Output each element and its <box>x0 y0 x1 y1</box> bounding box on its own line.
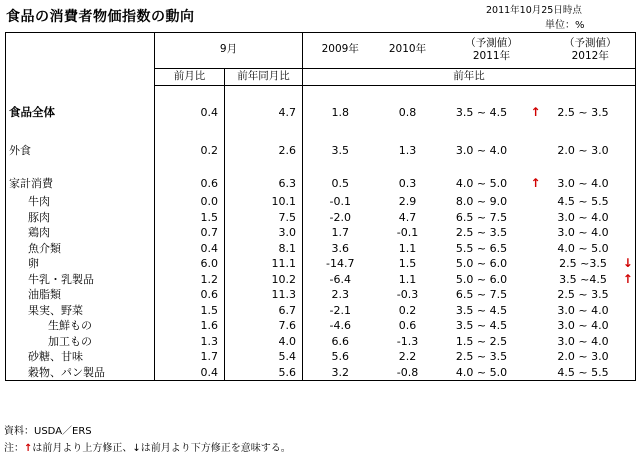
cell-2010: 2.9 <box>398 195 417 209</box>
header-2011-forecast-line1: （予測値） <box>465 37 518 49</box>
row-label: 家計消費 <box>6 161 155 194</box>
header-mom: 前月比 <box>155 69 225 86</box>
cell-2009: -14.7 <box>326 257 355 271</box>
cell-mom: 0.2 <box>155 123 225 161</box>
cell-2009: 1.7 <box>331 226 349 240</box>
cell-2009: 5.6 <box>331 350 349 364</box>
revision-arrow-2012-icon <box>621 318 636 334</box>
cell-mom: 1.5 <box>155 303 225 319</box>
revision-arrow-2011-icon <box>526 241 546 257</box>
revision-arrow-2011-icon <box>526 225 546 241</box>
cell-2011-forecast: 5.5 ~ 6.5 <box>455 241 508 255</box>
cell-mom: 0.0 <box>155 194 225 210</box>
cell-yoy: 7.6 <box>225 318 303 334</box>
footnote <box>4 439 291 454</box>
table-row-poultry <box>6 225 636 241</box>
cell-2009: 3.2 <box>303 365 378 381</box>
cell-2012-forecast: 4.0 ~ 5.0 <box>557 241 609 255</box>
table-row-eggs <box>6 256 636 272</box>
row-label: 穀物、パン製品 <box>6 365 155 381</box>
cell-2012-forecast: 3.0 ~ 4.0 <box>557 319 609 333</box>
revision-arrow-2011-icon <box>526 272 546 288</box>
table-row-all-food <box>6 85 636 123</box>
revision-arrow-2012-icon: ↓ <box>621 256 636 272</box>
row-label: 魚介類 <box>6 241 155 257</box>
revision-arrow-2012-icon <box>621 349 636 365</box>
row-label: 生鮮もの <box>6 318 155 334</box>
cell-2010: 0.2 <box>398 303 417 317</box>
cell-mom: 6.0 <box>155 256 225 272</box>
header-annual: 前年比 <box>303 69 636 86</box>
cell-2009: 6.6 <box>331 334 349 348</box>
revision-arrow-2012-icon: ↑ <box>621 272 636 288</box>
cell-2009: 1.8 <box>331 106 349 119</box>
table-row-processed <box>6 334 636 350</box>
cell-mom: 1.6 <box>155 318 225 334</box>
cell-2011-forecast: 2.5 ~ 3.5 <box>455 350 508 364</box>
cell-mom: 1.3 <box>155 334 225 350</box>
cell-yoy: 8.1 <box>225 241 303 257</box>
table-row-fresh <box>6 318 636 334</box>
revision-arrow-2012-icon <box>621 287 636 303</box>
row-label: 加工もの <box>6 334 155 350</box>
header-2010: 2010年 <box>378 33 438 69</box>
row-label: 果実、野菜 <box>6 303 155 319</box>
up-arrow-icon: ↑ <box>24 443 33 454</box>
header-2012-forecast <box>546 33 636 69</box>
header-corner <box>6 33 155 86</box>
cell-2010: -0.3 <box>396 288 419 302</box>
table-row-food-at-home <box>6 161 636 194</box>
table-row-cereals-bakery <box>6 365 636 381</box>
cell-2012-forecast: 2.0 ~ 3.0 <box>557 144 609 157</box>
cell-2012-forecast: 2.5 ~3.5 <box>559 257 607 271</box>
cell-2010: 1.5 <box>398 257 417 271</box>
cell-2009: -0.1 <box>329 195 351 209</box>
row-label: 鶏肉 <box>6 225 155 241</box>
revision-arrow-2011-icon <box>526 194 546 210</box>
revision-arrow-2011-icon <box>526 123 546 161</box>
cell-2009: -2.0 <box>329 210 351 224</box>
cell-mom: 1.7 <box>155 349 225 365</box>
cell-yoy: 5.4 <box>225 349 303 365</box>
cell-yoy: 11.1 <box>225 256 303 272</box>
table-row-sugar-sweets <box>6 349 636 365</box>
cell-mom: 1.2 <box>155 272 225 288</box>
cell-2010: 0.8 <box>398 106 417 119</box>
cell-2011-forecast: 3.0 ~ 4.0 <box>455 144 508 157</box>
cell-2012-forecast: 3.0 ~ 4.0 <box>557 334 609 348</box>
table-row-beef <box>6 194 636 210</box>
cell-2011-forecast: 3.5 ~ 4.5 <box>455 303 508 317</box>
cell-2009: -6.4 <box>329 272 351 286</box>
row-label: 豚肉 <box>6 210 155 226</box>
cell-yoy: 4.0 <box>225 334 303 350</box>
cell-yoy: 10.2 <box>225 272 303 288</box>
header-2012-forecast-line2: 2012年 <box>571 50 609 62</box>
cpi-table <box>5 32 636 381</box>
row-label: 牛肉 <box>6 194 155 210</box>
cell-2012-forecast: 3.0 ~ 4.0 <box>557 226 609 240</box>
cell-2012-forecast: 3.5 ~4.5 <box>559 272 607 286</box>
cell-2012-forecast: 3.0 ~ 4.0 <box>557 177 609 190</box>
header-2009: 2009年 <box>303 33 378 69</box>
cell-2010: 0.6 <box>398 319 417 333</box>
revision-arrow-2011-icon: ↑ <box>530 105 541 119</box>
cell-2011-forecast: 3.5 ~ 4.5 <box>455 106 508 119</box>
table-row-pork <box>6 210 636 226</box>
cell-2009: -2.1 <box>329 303 351 317</box>
cell-2012-forecast: 3.0 ~ 4.0 <box>557 303 609 317</box>
revision-arrow-2011-icon <box>526 365 546 381</box>
cell-2011-forecast: 5.0 ~ 6.0 <box>455 257 508 271</box>
footnote-prefix: 注： <box>4 443 24 454</box>
cell-2011-forecast: 4.0 ~ 5.0 <box>438 365 526 381</box>
cell-2012-forecast: 4.5 ~ 5.5 <box>546 365 621 381</box>
revision-arrow-2012-icon <box>621 161 636 194</box>
cell-yoy: 11.3 <box>225 287 303 303</box>
table-row-fats-oils <box>6 287 636 303</box>
cell-2011-forecast: 3.5 ~ 4.5 <box>455 319 508 333</box>
cell-2009: 2.3 <box>331 288 349 302</box>
revision-arrow-2012-icon <box>621 123 636 161</box>
cell-2010: -0.1 <box>396 226 419 240</box>
cell-2012-forecast: 3.0 ~ 4.0 <box>557 210 609 224</box>
header-september: 9月 <box>155 33 303 69</box>
revision-arrow-2011-icon <box>526 349 546 365</box>
revision-arrow-2011-icon <box>526 210 546 226</box>
cell-2011-forecast: 8.0 ~ 9.0 <box>455 195 508 209</box>
cell-2009: 3.5 <box>331 144 349 157</box>
revision-arrow-2012-icon <box>621 334 636 350</box>
cell-mom: 0.4 <box>155 85 225 123</box>
footnote-end: は前月より下方修正を意味する。 <box>140 443 291 454</box>
cell-2011-forecast: 4.0 ~ 5.0 <box>455 177 508 190</box>
cell-2010: 1.3 <box>398 144 417 157</box>
cell-yoy: 10.1 <box>225 194 303 210</box>
cell-yoy: 7.5 <box>225 210 303 226</box>
cell-2012-forecast: 2.5 ~ 3.5 <box>557 106 609 119</box>
row-label: 外食 <box>6 123 155 161</box>
cell-yoy: 2.6 <box>225 123 303 161</box>
table-row-fruits-vegetables <box>6 303 636 319</box>
cell-2010: -0.8 <box>378 365 438 381</box>
cell-mom: 1.5 <box>155 210 225 226</box>
revision-arrow-2011-icon: ↑ <box>530 176 541 190</box>
cell-2010: 1.1 <box>398 272 417 286</box>
cell-2010: 4.7 <box>398 210 417 224</box>
cell-yoy: 6.3 <box>225 161 303 194</box>
cell-mom: 0.6 <box>155 161 225 194</box>
cell-yoy: 4.7 <box>225 85 303 123</box>
revision-arrow-2012-icon <box>621 365 636 381</box>
cell-2010: 0.3 <box>398 177 417 190</box>
cell-yoy: 6.7 <box>225 303 303 319</box>
source-note: 資料：USDA／ERS <box>4 426 92 437</box>
cell-2012-forecast: 2.0 ~ 3.0 <box>557 350 609 364</box>
revision-arrow-2011-icon <box>526 318 546 334</box>
revision-arrow-2011-icon <box>526 303 546 319</box>
cell-2010: -1.3 <box>396 334 419 348</box>
cell-2011-forecast: 2.5 ~ 3.5 <box>455 226 508 240</box>
revision-arrow-2012-icon <box>621 194 636 210</box>
cell-2012-forecast: 4.5 ~ 5.5 <box>557 195 609 209</box>
cell-2012-forecast: 2.5 ~ 3.5 <box>557 288 609 302</box>
header-yoy: 前年同月比 <box>225 69 303 86</box>
cell-mom: 0.4 <box>155 241 225 257</box>
revision-arrow-2012-icon <box>621 85 636 123</box>
row-label: 牛乳・乳製品 <box>6 272 155 288</box>
cell-2009: 0.5 <box>331 177 349 190</box>
cell-mom: 0.4 <box>155 365 225 381</box>
revision-arrow-2012-icon <box>621 303 636 319</box>
revision-arrow-2012-icon <box>621 241 636 257</box>
table-row-food-away <box>6 123 636 161</box>
row-label: 砂糖、甘味 <box>6 349 155 365</box>
cell-2009: -4.6 <box>329 319 351 333</box>
revision-arrow-2012-icon <box>621 210 636 226</box>
header-2012-forecast-line1: （予測値） <box>564 37 617 49</box>
revision-arrow-2011-icon <box>526 287 546 303</box>
down-arrow-icon: ↓ <box>132 443 141 454</box>
cell-2010: 1.1 <box>398 241 417 255</box>
cell-2011-forecast: 6.5 ~ 7.5 <box>455 288 508 302</box>
header-2011-forecast-line2: 2011年 <box>472 50 511 62</box>
cell-2011-forecast: 1.5 ~ 2.5 <box>455 334 508 348</box>
row-label: 卵 <box>6 256 155 272</box>
revision-arrow-2012-icon <box>621 225 636 241</box>
unit-label: 単位：% <box>545 20 585 31</box>
cell-2011-forecast: 6.5 ~ 7.5 <box>455 210 508 224</box>
row-label: 油脂類 <box>6 287 155 303</box>
footnote-mid: は前月より上方修正、 <box>32 443 133 454</box>
cell-yoy: 5.6 <box>225 365 303 381</box>
revision-arrow-2011-icon <box>526 334 546 350</box>
cell-yoy: 3.0 <box>225 225 303 241</box>
cell-2010: 2.2 <box>398 350 417 364</box>
row-label: 食品全体 <box>6 85 155 123</box>
page-title: 食品の消費者物価指数の動向 <box>6 9 195 25</box>
table-row-dairy <box>6 272 636 288</box>
cell-mom: 0.7 <box>155 225 225 241</box>
cell-mom: 0.6 <box>155 287 225 303</box>
as-of-date: 2011年10月25日時点 <box>486 5 582 16</box>
cell-2009: 3.6 <box>331 241 349 255</box>
table-row-fish-seafood <box>6 241 636 257</box>
header-2011-forecast <box>438 33 546 69</box>
revision-arrow-2011-icon <box>526 256 546 272</box>
cell-2011-forecast: 5.0 ~ 6.0 <box>455 272 508 286</box>
